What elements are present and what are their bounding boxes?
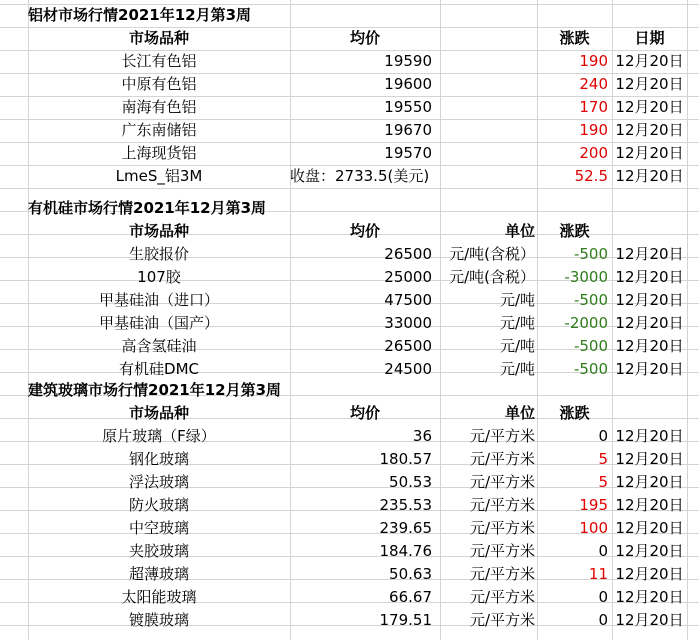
table-row — [0, 494, 699, 517]
table-row — [0, 142, 699, 165]
variety-cell: 有机硅DMC — [119, 360, 199, 378]
variety-cell: 生胶报价 — [128, 245, 189, 263]
table-row — [0, 335, 699, 358]
header-variety: 市场品种 — [128, 29, 189, 47]
table-row — [0, 50, 699, 73]
price-cell: 19600 — [384, 75, 432, 93]
header-unit: 单位 — [504, 404, 535, 422]
date-cell: 12月20日 — [615, 519, 684, 537]
table-row — [0, 540, 699, 563]
price-cell: 19590 — [384, 52, 432, 70]
variety-cell: 防火玻璃 — [128, 496, 189, 514]
date-cell: 12月20日 — [615, 360, 684, 378]
price-cell: 66.67 — [389, 588, 432, 606]
table-row — [0, 425, 699, 448]
header-date: 日期 — [634, 29, 665, 47]
price-cell: 50.53 — [389, 473, 432, 491]
date-cell: 12月20日 — [615, 427, 684, 445]
silicone-header-row — [0, 220, 699, 243]
variety-cell: 原片玻璃（F绿） — [102, 427, 216, 445]
change-cell: 5 — [598, 450, 608, 468]
table-row — [0, 119, 699, 142]
aluminum-title: 铝材市场行情2021年12月第3周 — [28, 6, 252, 24]
table-row — [0, 586, 699, 609]
price-cell: 19570 — [384, 144, 432, 162]
unit-cell: 元/平方米 — [469, 496, 535, 514]
date-cell: 12月20日 — [615, 473, 684, 491]
variety-cell: 南海有色铝 — [121, 98, 197, 116]
price-cell: 47500 — [384, 291, 432, 309]
change-cell: 240 — [579, 75, 608, 93]
variety-cell: 中原有色铝 — [121, 75, 197, 93]
price-cell: 179.51 — [379, 611, 432, 629]
unit-cell: 元/吨(含税） — [449, 268, 535, 286]
unit-cell: 元/平方米 — [469, 588, 535, 606]
price-cell: 收盘：2733.5(美元) — [290, 167, 430, 185]
unit-cell: 元/吨(含税） — [449, 245, 535, 263]
change-cell: 0 — [598, 588, 608, 606]
price-cell: 180.57 — [379, 450, 432, 468]
table-row — [0, 563, 699, 586]
variety-cell: LmeS_铝3M — [115, 167, 203, 185]
price-cell: 26500 — [384, 337, 432, 355]
change-cell: 170 — [579, 98, 608, 116]
variety-cell: 上海现货铝 — [121, 144, 197, 162]
unit-cell: 元/吨 — [499, 360, 535, 378]
variety-cell: 高含氢硅油 — [121, 337, 197, 355]
grid-row-line — [0, 188, 699, 189]
table-row — [0, 358, 699, 381]
date-cell: 12月20日 — [615, 588, 684, 606]
unit-cell: 元/平方米 — [469, 473, 535, 491]
unit-cell: 元/平方米 — [469, 450, 535, 468]
price-cell: 19670 — [384, 121, 432, 139]
date-cell: 12月20日 — [615, 144, 684, 162]
silicone-title-row — [0, 197, 699, 220]
price-cell: 239.65 — [379, 519, 432, 537]
unit-cell: 元/吨 — [499, 314, 535, 332]
price-cell: 25000 — [384, 268, 432, 286]
header-change: 涨跌 — [559, 404, 590, 422]
table-row — [0, 448, 699, 471]
change-cell: -2000 — [564, 314, 608, 332]
header-price: 均价 — [349, 222, 380, 240]
date-cell: 12月20日 — [615, 337, 684, 355]
table-row — [0, 289, 699, 312]
price-cell: 19550 — [384, 98, 432, 116]
header-price: 均价 — [349, 29, 380, 47]
table-row — [0, 165, 699, 188]
table-row — [0, 312, 699, 335]
table-row — [0, 243, 699, 266]
price-cell: 24500 — [384, 360, 432, 378]
variety-cell: 107胶 — [137, 268, 181, 286]
variety-cell: 广东南储铝 — [121, 121, 197, 139]
header-change: 涨跌 — [559, 222, 590, 240]
silicone-title: 有机硅市场行情2021年12月第3周 — [28, 199, 267, 217]
table-row — [0, 471, 699, 494]
price-cell: 26500 — [384, 245, 432, 263]
aluminum-header-row — [0, 27, 699, 50]
unit-cell: 元/平方米 — [469, 542, 535, 560]
variety-cell: 中空玻璃 — [128, 519, 189, 537]
header-price: 均价 — [349, 404, 380, 422]
change-cell: 5 — [598, 473, 608, 491]
glass-title: 建筑玻璃市场行情2021年12月第3周 — [28, 381, 282, 399]
date-cell: 12月20日 — [615, 565, 684, 583]
date-cell: 12月20日 — [615, 75, 684, 93]
header-unit: 单位 — [504, 222, 535, 240]
unit-cell: 元/平方米 — [469, 519, 535, 537]
unit-cell: 元/平方米 — [469, 427, 535, 445]
change-cell: 190 — [579, 121, 608, 139]
date-cell: 12月20日 — [615, 245, 684, 263]
variety-cell: 太阳能玻璃 — [121, 588, 197, 606]
price-cell: 184.76 — [379, 542, 432, 560]
change-cell: 52.5 — [574, 167, 608, 185]
unit-cell: 元/平方米 — [469, 565, 535, 583]
unit-cell: 元/吨 — [499, 337, 535, 355]
variety-cell: 浮法玻璃 — [128, 473, 189, 491]
variety-cell: 钢化玻璃 — [128, 450, 189, 468]
date-cell: 12月20日 — [615, 611, 684, 629]
variety-cell: 超薄玻璃 — [128, 565, 189, 583]
date-cell: 12月20日 — [615, 450, 684, 468]
date-cell: 12月20日 — [615, 121, 684, 139]
change-cell: 11 — [588, 565, 608, 583]
change-cell: -500 — [573, 360, 608, 378]
change-cell: -3000 — [564, 268, 608, 286]
header-variety: 市场品种 — [128, 404, 189, 422]
aluminum-title-row — [0, 4, 699, 27]
change-cell: 190 — [579, 52, 608, 70]
change-cell: 0 — [598, 427, 608, 445]
change-cell: 0 — [598, 611, 608, 629]
change-cell: -500 — [573, 245, 608, 263]
price-cell: 235.53 — [379, 496, 432, 514]
change-cell: -500 — [573, 337, 608, 355]
variety-cell: 甲基硅油（进口） — [98, 291, 219, 309]
unit-cell: 元/平方米 — [469, 611, 535, 629]
change-cell: 195 — [579, 496, 608, 514]
variety-cell: 镀膜玻璃 — [128, 611, 189, 629]
change-cell: 200 — [579, 144, 608, 162]
change-cell: 0 — [598, 542, 608, 560]
table-row — [0, 96, 699, 119]
date-cell: 12月20日 — [615, 542, 684, 560]
date-cell: 12月20日 — [615, 496, 684, 514]
table-row — [0, 609, 699, 632]
date-cell: 12月20日 — [615, 314, 684, 332]
date-cell: 12月20日 — [615, 268, 684, 286]
price-cell: 36 — [412, 427, 432, 445]
table-row — [0, 517, 699, 540]
date-cell: 12月20日 — [615, 98, 684, 116]
glass-title-row — [0, 379, 699, 402]
header-change: 涨跌 — [559, 29, 590, 47]
price-cell: 50.63 — [389, 565, 432, 583]
table-row — [0, 73, 699, 96]
table-row — [0, 266, 699, 289]
date-cell: 12月20日 — [615, 52, 684, 70]
variety-cell: 夹胶玻璃 — [128, 542, 189, 560]
variety-cell: 长江有色铝 — [121, 52, 197, 70]
glass-header-row — [0, 402, 699, 425]
date-cell: 12月20日 — [615, 291, 684, 309]
header-variety: 市场品种 — [128, 222, 189, 240]
change-cell: 100 — [579, 519, 608, 537]
change-cell: -500 — [573, 291, 608, 309]
unit-cell: 元/吨 — [499, 291, 535, 309]
price-cell: 33000 — [384, 314, 432, 332]
date-cell: 12月20日 — [615, 167, 684, 185]
variety-cell: 甲基硅油（国产） — [98, 314, 219, 332]
